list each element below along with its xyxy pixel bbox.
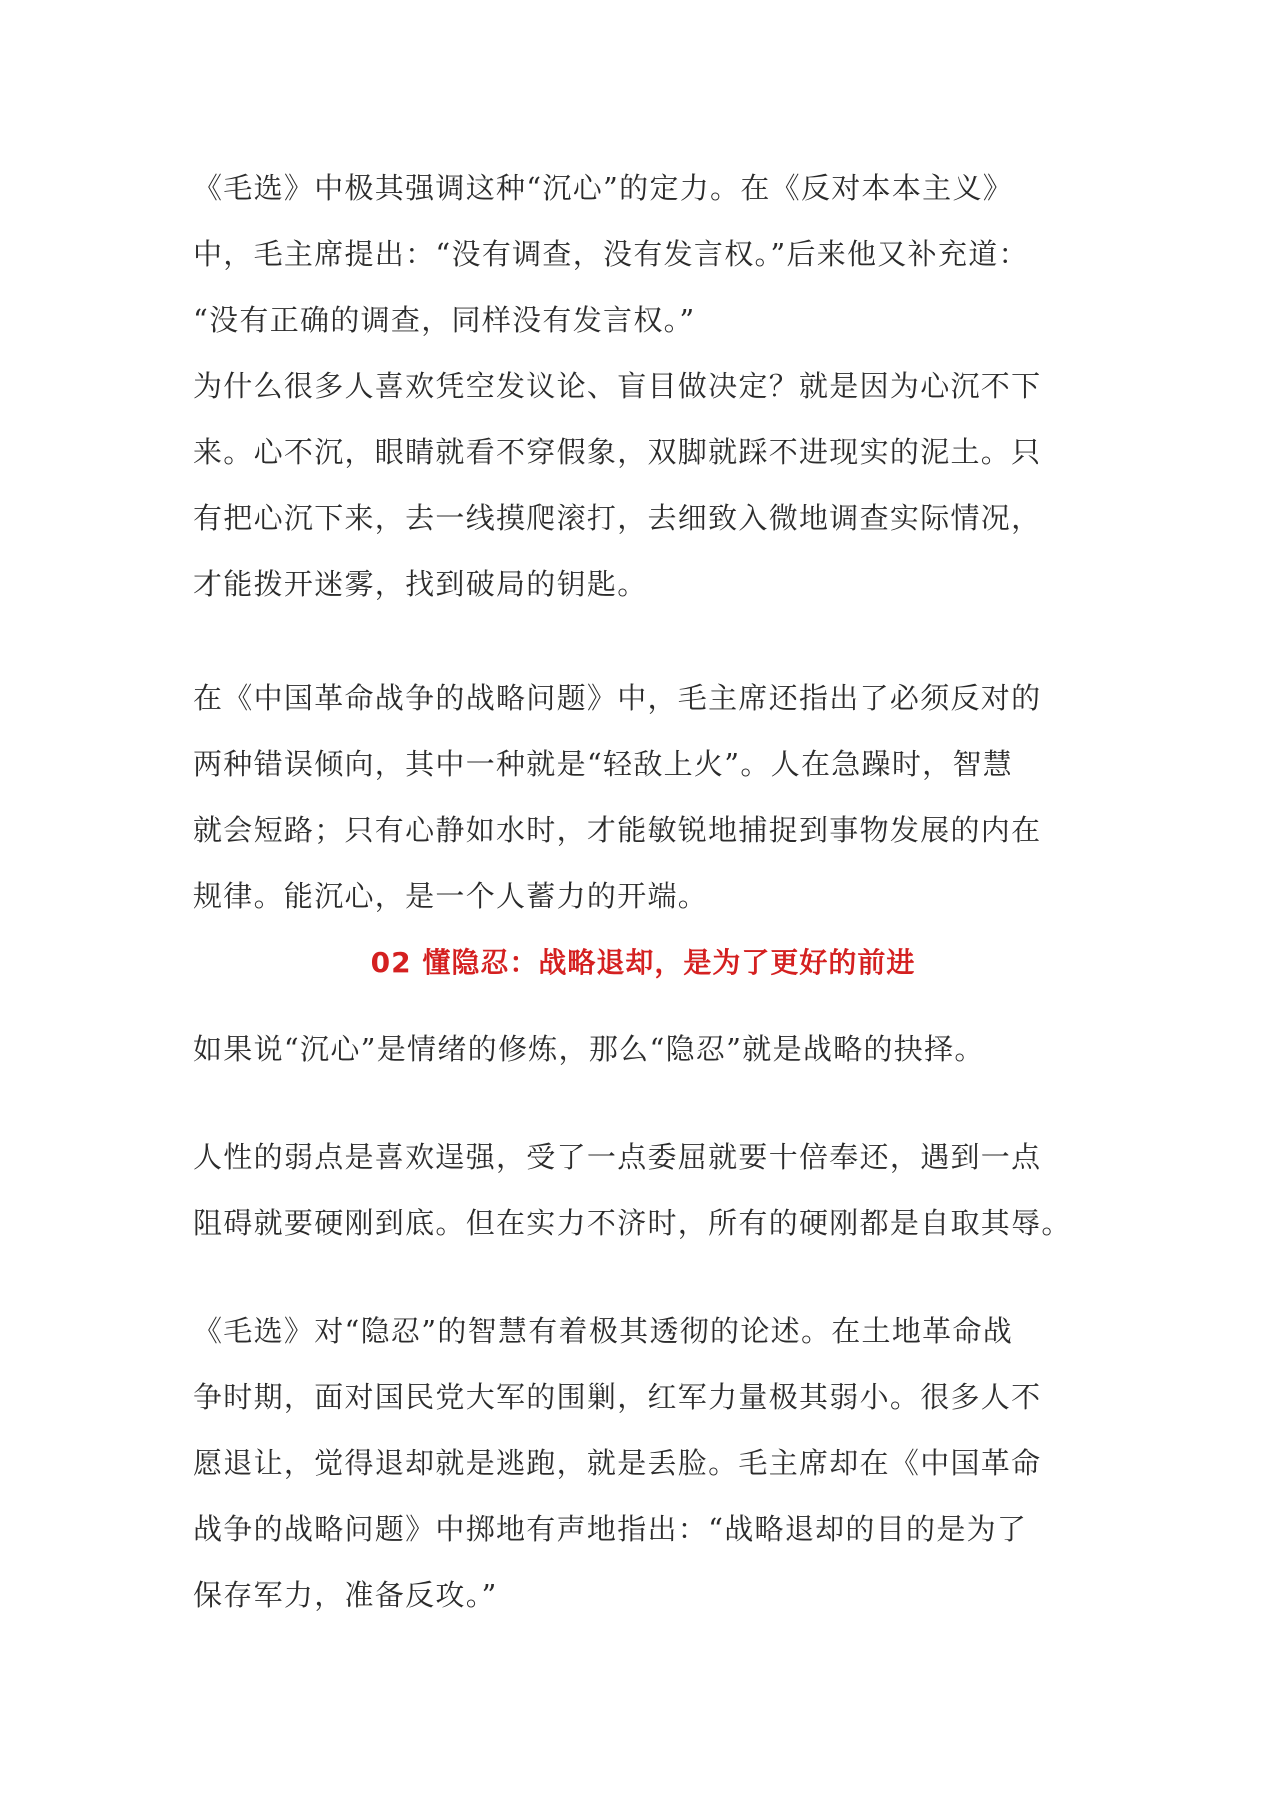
text-line: 规律。能沉心，是一个人蓄力的开端。 [193,879,709,913]
text-line: 争时期，面对国民党大军的围剿，红军力量极其弱小。很多人不 [193,1380,1042,1414]
text-line: 《毛选》中极其强调这种“沉心”的定力。在《反对本本主义》 [193,171,1014,205]
paragraph-chenxin-quote [193,155,1093,353]
text-line: 两种错误倾向，其中一种就是“轻敌上火”。人在急躁时，智慧 [193,747,1014,781]
text-line: “没有正确的调查，同样没有发言权。” [193,303,696,337]
paragraph-yinren-intro [193,1016,1093,1082]
text-line: 《毛选》对“隐忍”的智慧有着极其透彻的论述。在土地革命战 [193,1314,1014,1348]
paragraph-strategy-problems [193,665,1093,929]
text-line: 人性的弱点是喜欢逞强，受了一点委屈就要十倍奉还，遇到一点 [193,1140,1042,1174]
text-line: 才能拨开迷雾，找到破局的钥匙。 [193,567,648,601]
text-line: 中，毛主席提出：“没有调查，没有发言权。”后来他又补充道： [193,237,1029,271]
paragraph-why-heart-sink [193,353,1093,617]
paragraph-strategic-retreat [193,1298,1093,1628]
text-line: 战争的战略问题》中掷地有声地指出：“战略退却的目的是为了 [193,1512,1028,1546]
text-line: 有把心沉下来，去一线摸爬滚打，去细致入微地调查实际情况， [193,501,1042,535]
text-line: 为什么很多人喜欢凭空发议论、盲目做决定？就是因为心沉不下 [193,369,1042,403]
text-line: 愿退让，觉得退却就是逃跑，就是丢脸。毛主席却在《中国革命 [193,1446,1042,1480]
text-line: 如果说“沉心”是情绪的修炼，那么“隐忍”就是战略的抉择。 [193,1032,985,1066]
text-line: 阻碍就要硬刚到底。但在实力不济时，所有的硬刚都是自取其辱。 [193,1206,1072,1240]
text-line: 保存军力，准备反攻。” [193,1578,498,1612]
text-line: 就会短路；只有心静如水时，才能敏锐地捕捉到事物发展的内在 [193,813,1042,847]
paragraph-human-weakness [193,1124,1093,1256]
section-heading: 02 懂隐忍：战略退却，是为了更好的前进 [370,946,916,979]
text-line: 在《中国革命战争的战略问题》中，毛主席还指出了必须反对的 [193,681,1042,715]
text-line: 来。心不沉，眼睛就看不穿假象，双脚就踩不进现实的泥土。只 [193,435,1042,469]
